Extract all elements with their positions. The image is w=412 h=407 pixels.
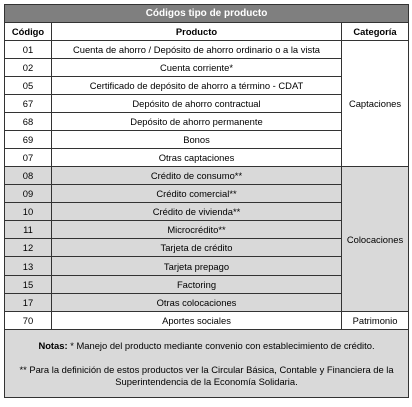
product-name: Bonos xyxy=(52,131,342,149)
product-codes-table xyxy=(4,4,409,398)
table-row xyxy=(5,41,409,59)
product-code: 05 xyxy=(5,77,52,95)
table-body xyxy=(5,41,409,330)
product-code: 68 xyxy=(5,113,52,131)
product-name: Tarjeta prepago xyxy=(52,257,342,276)
product-name: Depósito de ahorro contractual xyxy=(52,95,342,113)
table-row xyxy=(5,312,409,330)
product-name: Factoring xyxy=(52,276,342,294)
header-product: Producto xyxy=(52,23,342,41)
note-2: ** Para la definición de estos productos ver la Circular Básica, Contable y Financiera de la Superintendencia de la Economía Solidaria. xyxy=(19,363,394,387)
product-name: Microcrédito** xyxy=(52,221,342,239)
product-name: Certificado de depósito de ahorro a término - CDAT xyxy=(52,77,342,95)
product-codes-table-wrapper xyxy=(4,4,408,402)
product-code: 70 xyxy=(5,312,52,330)
product-code: 01 xyxy=(5,41,52,59)
product-code: 07 xyxy=(5,149,52,167)
header-code: Código xyxy=(5,23,52,41)
product-name: Otras captaciones xyxy=(52,149,342,167)
product-code: 17 xyxy=(5,294,52,312)
table-row xyxy=(5,167,409,185)
product-code: 11 xyxy=(5,221,52,239)
product-code: 10 xyxy=(5,203,52,221)
product-code: 15 xyxy=(5,276,52,294)
category-captaciones: Captaciones xyxy=(342,41,409,167)
category-patrimonio: Patrimonio xyxy=(342,312,409,330)
product-name: Aportes sociales xyxy=(52,312,342,330)
product-name: Otras colocaciones xyxy=(52,294,342,312)
notes-cell xyxy=(5,330,409,398)
product-name: Crédito comercial** xyxy=(52,185,342,203)
product-code: 67 xyxy=(5,95,52,113)
note-1 xyxy=(13,340,400,352)
product-name: Tarjeta de crédito xyxy=(52,239,342,257)
product-name: Cuenta de ahorro / Depósito de ahorro ordinario o a la vista xyxy=(52,41,342,59)
product-name: Crédito de consumo** xyxy=(52,167,342,185)
product-code: 02 xyxy=(5,59,52,77)
product-name: Depósito de ahorro permanente xyxy=(52,113,342,131)
header-category: Categoría xyxy=(342,23,409,41)
product-code: 09 xyxy=(5,185,52,203)
product-code: 69 xyxy=(5,131,52,149)
product-code: 12 xyxy=(5,239,52,257)
product-name: Cuenta corriente* xyxy=(52,59,342,77)
product-code: 08 xyxy=(5,167,52,185)
product-code: 13 xyxy=(5,257,52,276)
note-1-text: * Manejo del producto mediante convenio con establecimiento de crédito. xyxy=(67,339,375,351)
category-colocaciones: Colocaciones xyxy=(342,167,409,312)
table-title: Códigos tipo de producto xyxy=(5,5,409,23)
product-name: Crédito de vivienda** xyxy=(52,203,342,221)
notes-label: Notas: xyxy=(38,339,68,351)
